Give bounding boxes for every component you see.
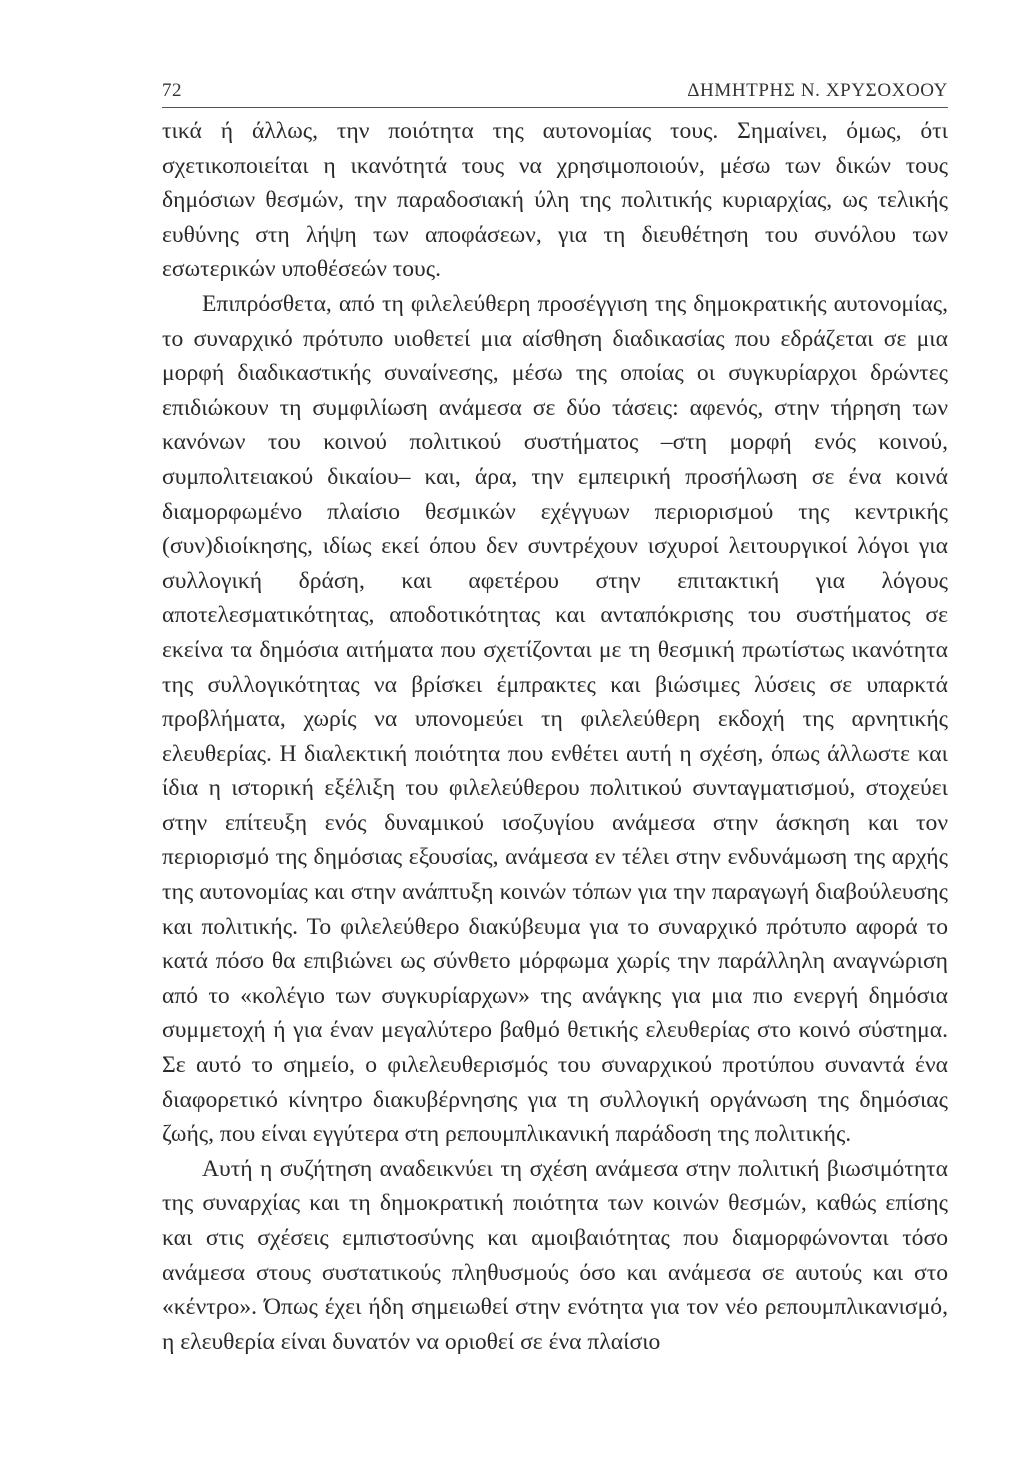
paragraph: Επιπρόσθετα, από τη φιλελεύθερη προσέγγιση της δημοκρατικής αυτονομίας, το συναρχικό πρότυπο υιοθετεί μια αίσθηση διαδικασίας που εδράζεται σε μια μορφή διαδικαστικής συναίνεσης, μέσω της οποίας οι συγκυρίαρχοι δρώντες επιδιώκουν τη συμφιλίωση ανάμεσα σε δύο τάσεις: αφενός, στην τήρηση των κανόνων του κοινού πολιτικού συστήματος –στη μορφή ενός κοινού, συμπολιτειακού δικαίου– και, άρα, την εμπειρική προσήλωση σε ένα κοινά διαμορφωμένο πλαίσιο θεσμικών εχέγγυων περιορισμού της κεντρικής (συν)διοίκησης, ιδίως εκεί όπου δεν συντρέχουν ισχυροί λειτουργικοί λόγοι για συλλογική δράση, και αφετέρου στην επιτακτική για λόγους αποτελεσματικότητας, αποδοτικότητας και ανταπόκρισης του συστήματος σε εκείνα τα δημόσια αιτήματα που σχετίζονται με τη θεσμική πρωτίστως ικανότητα της συλλογικότητας να βρίσκει έμπρακτες και βιώσιμες λύσεις σε υπαρκτά προβλήματα, χωρίς να υπονομεύει τη φιλελεύθερη εκδοχή της αρνητικής ελευθερίας. Η διαλεκτική ποιότητα που ενθέτει αυτή η σχέση, όπως άλλωστε και ίδια η ιστορική εξέλιξη του φιλελεύθερου πολιτικού συνταγματισμού, στοχεύει στην επίτευξη ενός δυναμικού ισοζυγίου ανάμεσα στην άσκηση και τον περιορισμό της δημόσιας εξουσίας, ανάμεσα εν τέλει στην ενδυνάμωση της αρχής της αυτονομίας και στην ανάπτυξη κοινών τόπων για την παραγωγή διαβούλευσης και πολιτικής. Το φιλελεύθερο διακύβευμα για το συναρχικό πρότυπο αφορά το κατά πόσο θα επιβιώνει ως σύνθετο μόρφωμα χωρίς την παράλληλη αναγνώριση από το «κολέγιο των συγκυρίαρχων» της ανάγκης για μια πιο ενεργή δημόσια συμμετοχή ή για έναν μεγαλύτερο βαθμό θετικής ελευθερίας στο κοινό σύστημα. Σε αυτό το σημείο, ο φιλελευθερισμός του συναρχικού προτύπου συναντά ένα διαφορετικό κίνητρο διακυβέρνησης για τη συλλογική οργάνωση της δημόσιας ζωής, που είναι εγγύτερα στη ρεπουμπλικανική παράδοση της πολιτικής. <box>162 290 948 1148</box>
page-number: 72 <box>162 80 182 101</box>
paragraph: Αυτή η συζήτηση αναδεικνύει τη σχέση ανάμεσα στην πολιτική βιωσιμότητα της συναρχίας και τη δημοκρατική ποιότητα των κοινών θεσμών, καθώς επίσης και στις σχέσεις εμπιστοσύνης και αμοιβαιότητας που διαμορφώνονται τόσο ανάμεσα στους συστατικούς πληθυσμούς όσο και ανάμεσα σε αυτούς και στο «κέντρο». Όπως έχει ήδη σημειωθεί στην ενότητα για τον νέο ρεπουμπλικανισμό, η ελευθερία είναι δυνατόν να οριοθεί σε ένα πλαίσιο <box>162 1155 948 1355</box>
paragraph-continued: τικά ή άλλως, την ποιότητα της αυτονομίας τους. Σημαίνει, όμως, ότι σχετικοποιείται η ικανότητά τους να χρησιμοποιούν, μέσω των δικών τους δημόσιων θεσμών, την παραδοσιακή ύλη της πολιτικής κυριαρχίας, ως τελικής ευθύνης στη λήψη των αποφάσεων, για τη διευθέτηση του συνόλου των εσωτερικών υποθέσεών τους. <box>162 118 948 283</box>
running-title: ΔΗΜΗΤΡΗΣ Ν. ΧΡΥΣΟΧΟΟΥ <box>687 80 948 101</box>
running-header <box>162 78 948 108</box>
book-page <box>162 78 948 1359</box>
body-text <box>162 114 948 1359</box>
